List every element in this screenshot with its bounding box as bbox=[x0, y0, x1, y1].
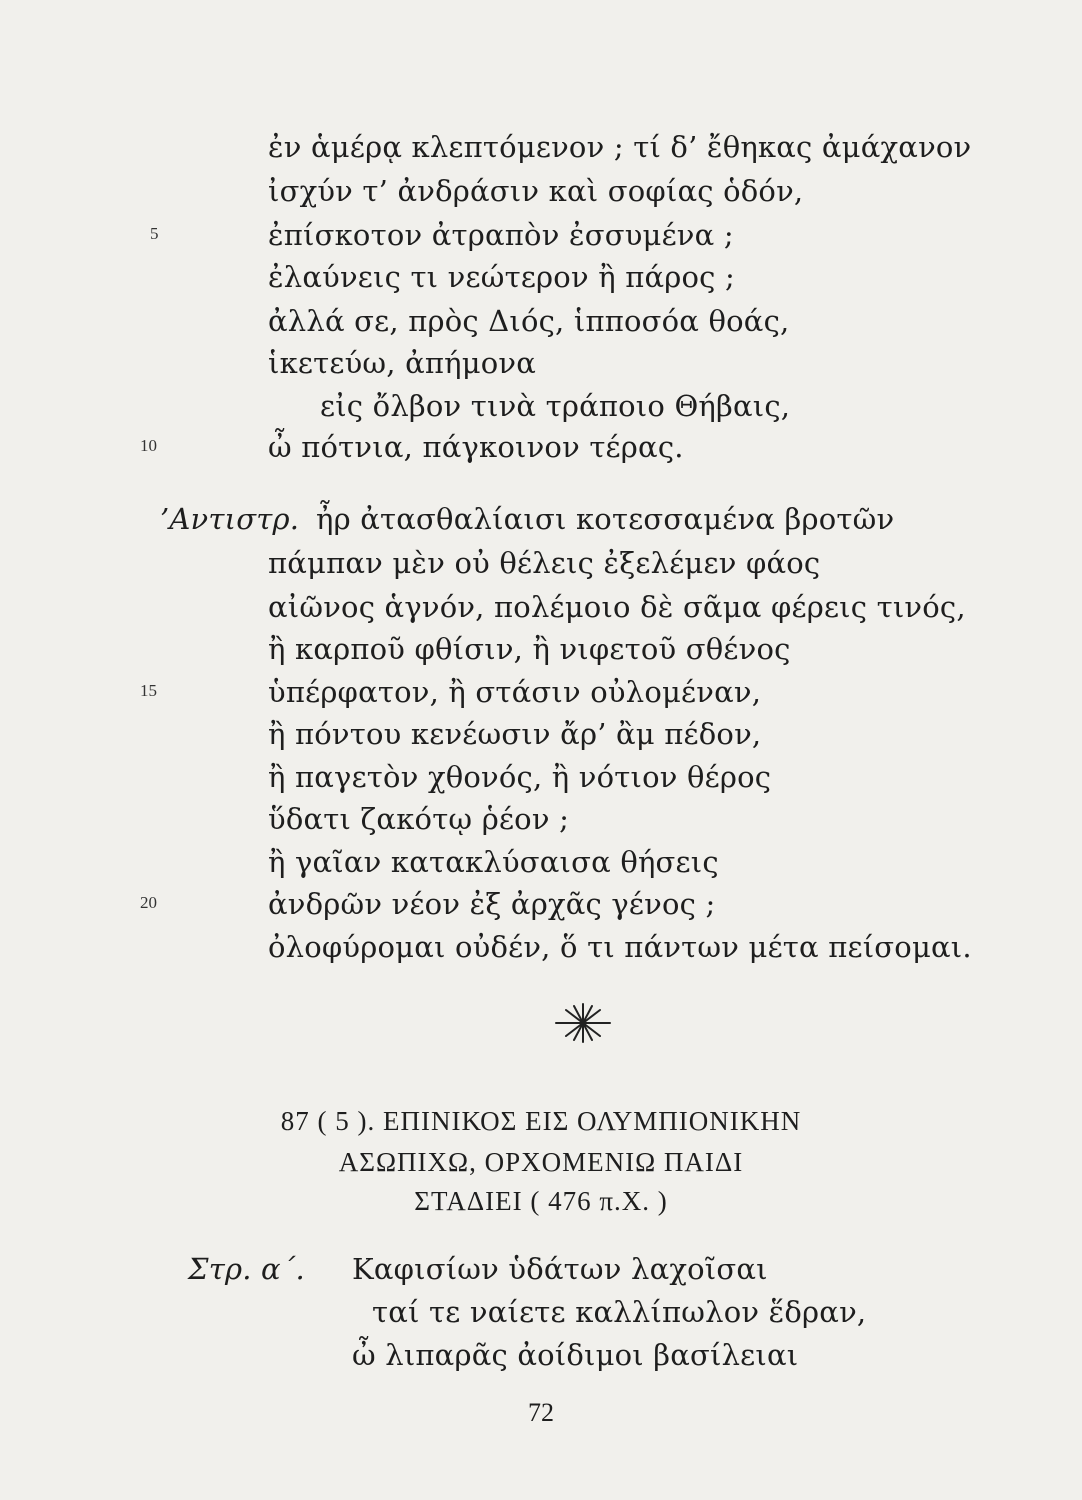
verse-line: ἢ γαῖαν κατακλύσαισα θήσεις bbox=[268, 845, 719, 879]
verse-line: ὑπέρφατον, ἢ στάσιν οὐλομέναν, bbox=[268, 675, 762, 709]
verse-line: αἰῶνος ἁγνόν, πολέμοιο δὲ σᾶμα φέρεις τινός, bbox=[268, 590, 966, 624]
line-number: 10 bbox=[140, 436, 157, 455]
verse-line: ὦ λιπαρᾶς ἀοίδιμοι βασίλειαι bbox=[352, 1338, 799, 1372]
verse-line: ἦρ ἀτασθαλίαισι κοτεσσαμένα βροτῶν bbox=[316, 502, 895, 536]
line-number: 15 bbox=[140, 681, 157, 700]
verse-line: ὕδατι ζακότῳ ῥέον ; bbox=[268, 802, 570, 836]
ode-title: ΣΤΑΔΙΕΙ ( 476 π.Χ. ) bbox=[414, 1186, 668, 1216]
verse-line: ἢ πόντου κενέωσιν ἄρ’ ἂμ πέδον, bbox=[268, 717, 762, 751]
verse-line: εἰς ὄλβον τινὰ τράποιο Θήβαις, bbox=[320, 389, 791, 423]
verse-line: ἀνδρῶν νέον ἐξ ἀρχᾶς γένος ; bbox=[268, 887, 716, 921]
verse-line: ὦ πότνια, πάγκοινον τέρας. bbox=[268, 430, 684, 464]
verse-line: ἐλαύνεις τι νεώτερον ἢ πάρος ; bbox=[268, 260, 735, 294]
line-number: 5 bbox=[150, 224, 159, 243]
strophe-label: Στρ. α΄. bbox=[188, 1252, 305, 1286]
ode-title: 87 ( 5 ). ΕΠΙΝΙΚΟΣ ΕΙΣ ΟΛΥΜΠΙΟΝΙΚΗΝ bbox=[280, 1106, 802, 1136]
compass-rose-ornament-icon bbox=[548, 1000, 618, 1046]
verse-line: ἱκετεύω, ἀπήμονα bbox=[268, 346, 537, 380]
verse-line: Καφισίων ὑδάτων λαχοῖσαι bbox=[352, 1252, 768, 1286]
verse-line: ὀλοφύρομαι οὐδέν, ὅ τι πάντων μέτα πείσομαι. bbox=[268, 930, 972, 964]
verse-line: ἢ καρποῦ φθίσιν, ἢ νιφετοῦ σθένος bbox=[268, 632, 791, 666]
line-number: 20 bbox=[140, 893, 157, 912]
verse-line: ἰσχύν τ’ ἀνδράσιν καὶ σοφίας ὁδόν, bbox=[268, 174, 804, 208]
verse-line: ἐν ἁμέρᾳ κλεπτόμενον ; τί δ’ ἔθηκας ἀμάχανον bbox=[268, 130, 972, 164]
verse-line: ἐπίσκοτον ἀτραπὸν ἐσσυμένα ; bbox=[268, 218, 734, 252]
antistrophe-label: ’Αντιστρ. bbox=[160, 502, 300, 536]
verse-line: ἀλλά σε, πρὸς Διός, ἱπποσόα θοάς, bbox=[268, 304, 790, 338]
verse-line: ἢ παγετὸν χθονός, ἢ νότιον θέρος bbox=[268, 760, 772, 794]
ode-title: ΑΣΩΠΙΧΩ, ΟΡΧΟΜΕΝΙΩ ΠΑΙΔΙ bbox=[338, 1147, 744, 1177]
page-number: 72 bbox=[528, 1398, 554, 1427]
verse-line: πάμπαν μὲν οὐ θέλεις ἐξελέμεν φάος bbox=[268, 546, 821, 580]
verse-line: ταί τε ναίετε καλλίπωλον ἕδραν, bbox=[372, 1295, 867, 1329]
